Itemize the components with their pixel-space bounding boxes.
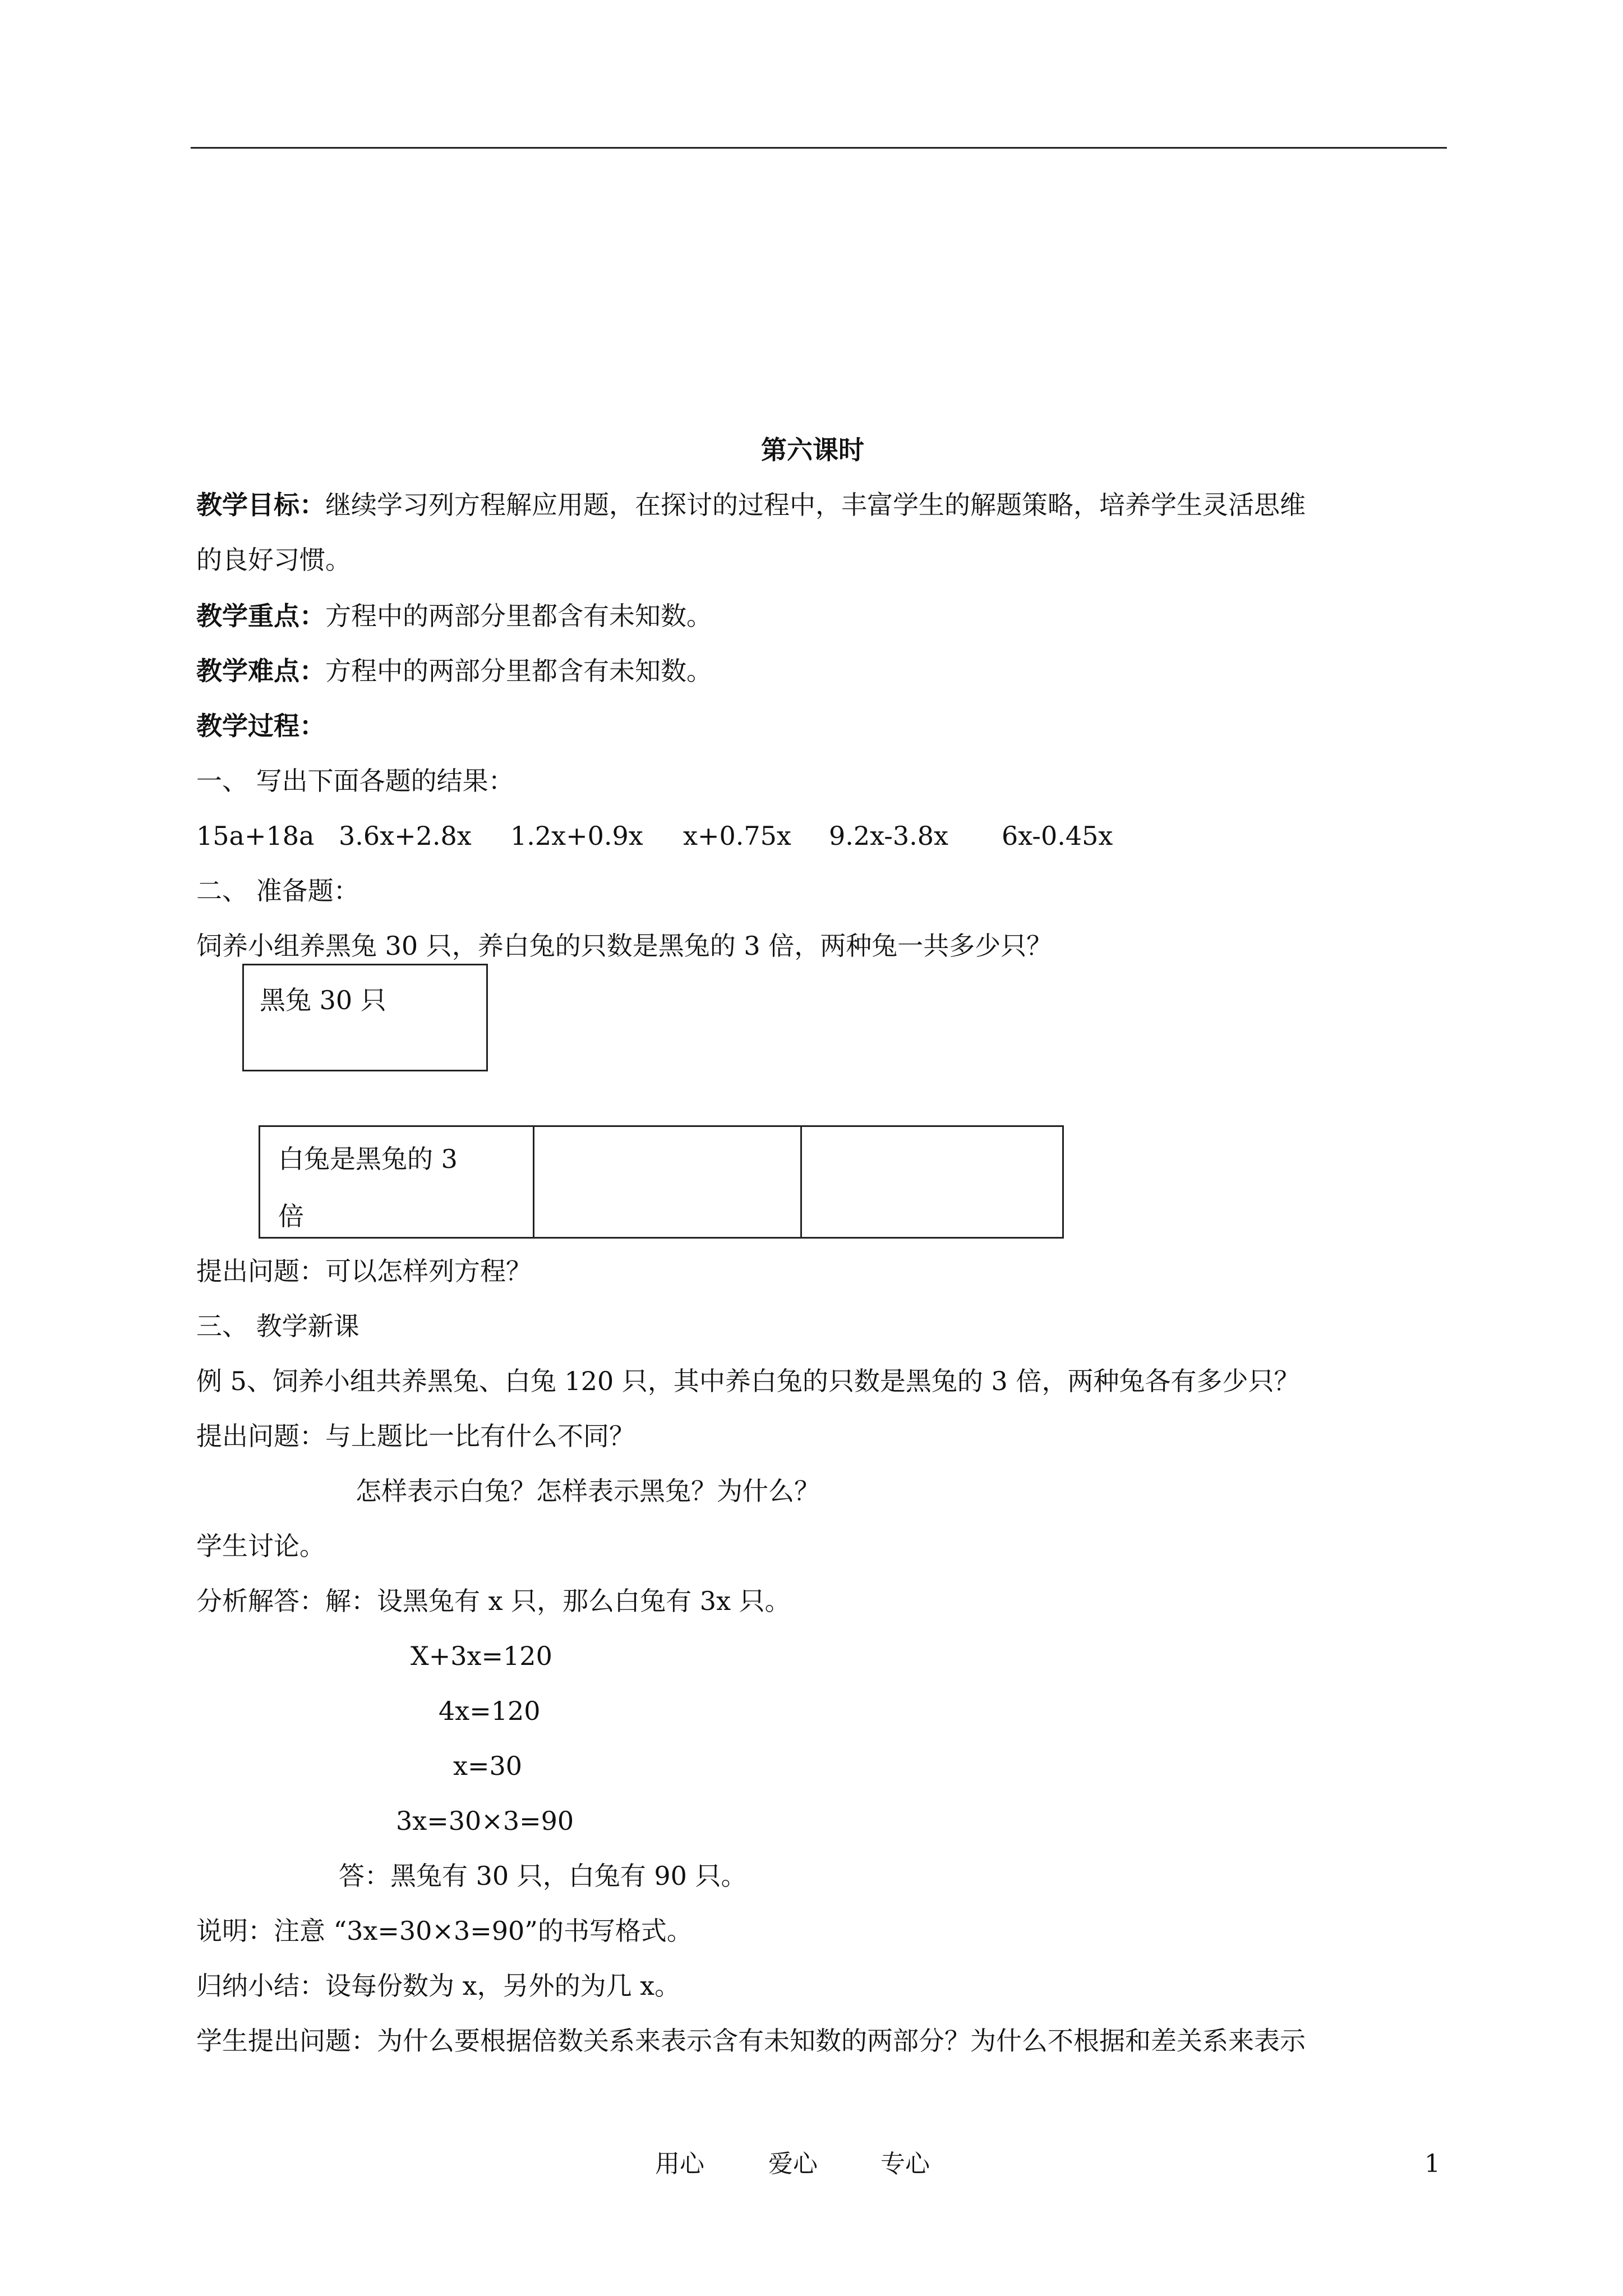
section-1-heading: 一、 写出下面各题的结果： [196, 766, 514, 796]
prep-question: 提出问题：可以怎样列方程？ [196, 1256, 532, 1286]
expression-6: 6x-0.45x [1002, 821, 1113, 851]
summary-line: 归纳小结：设每份数为 x，另外的为几 x。 [196, 1971, 681, 2001]
difficulty-line [196, 654, 712, 688]
process-label: 教学过程： [196, 711, 325, 741]
section-3-heading: 三、 教学新课 [196, 1311, 359, 1341]
objective-text-continued: 的良好习惯。 [196, 545, 351, 575]
footer-item-3: 专心 [880, 2150, 930, 2178]
question-represent: 怎样表示白兔？怎样表示黑兔？为什么？ [356, 1476, 820, 1506]
section-2-heading: 二、 准备题： [196, 876, 359, 906]
key-point-text: 方程中的两部分里都含有未知数。 [325, 601, 712, 631]
page-number: 1 [1424, 2150, 1440, 2178]
key-point-line [196, 599, 712, 633]
example-5: 例 5、饲养小组共养黑兔、白兔 120 只，其中养白兔的只数是黑兔的 3 倍，两种兔各有多少只？ [196, 1366, 1300, 1396]
analysis-line: 分析解答：解：设黑兔有 x 只，那么白兔有 3x 只。 [196, 1586, 791, 1616]
white-rabbit-label-line2: 倍 [278, 1201, 304, 1231]
black-rabbit-box [242, 964, 488, 1071]
difficulty-text: 方程中的两部分里都含有未知数。 [325, 656, 712, 686]
expression-2: 3.6x+2.8x [339, 821, 472, 851]
expression-3: 1.2x+0.9x [510, 821, 643, 851]
equation-step-2: 4x=120 [439, 1696, 541, 1726]
equation-step-1: X+3x=120 [411, 1641, 552, 1671]
objective-line [196, 488, 1306, 522]
footer-item-2: 爱心 [768, 2150, 818, 2178]
white-rabbit-label-line1: 白兔是黑兔的 3 [278, 1144, 458, 1174]
question-compare: 提出问题：与上题比一比有什么不同？ [196, 1421, 635, 1451]
page-title: 第六课时 [761, 435, 864, 465]
black-rabbit-label: 黑兔 30 只 [260, 985, 386, 1015]
student-question-line: 学生提出问题：为什么要根据倍数关系来表示含有未知数的两部分？为什么不根据和差关系来表示 [196, 2026, 1306, 2056]
answer-line: 答：黑兔有 30 只，白兔有 90 只。 [339, 1861, 747, 1891]
equation-step-4: 3x=30×3=90 [396, 1806, 574, 1836]
student-discussion: 学生讨论。 [196, 1531, 325, 1561]
header-rule [191, 147, 1447, 149]
expression-1: 15a+18a [196, 821, 315, 851]
expression-4: x+0.75x [683, 821, 791, 851]
difficulty-label: 教学难点： [196, 656, 325, 686]
expression-5: 9.2x-3.8x [829, 821, 948, 851]
objective-label: 教学目标： [196, 490, 325, 520]
prep-problem: 饲养小组养黑兔 30 只，养白兔的只数是黑兔的 3 倍，两种兔一共多少只？ [196, 931, 1053, 961]
objective-text: 继续学习列方程解应用题，在探讨的过程中，丰富学生的解题策略，培养学生灵活思维 [325, 490, 1306, 520]
white-rabbit-dividers [533, 1125, 802, 1239]
key-point-label: 教学重点： [196, 601, 325, 631]
note-line: 说明：注意 “3x=30×3=90”的书写格式。 [196, 1916, 693, 1946]
footer-item-1: 用心 [655, 2150, 704, 2178]
equation-step-3: x=30 [453, 1751, 523, 1781]
